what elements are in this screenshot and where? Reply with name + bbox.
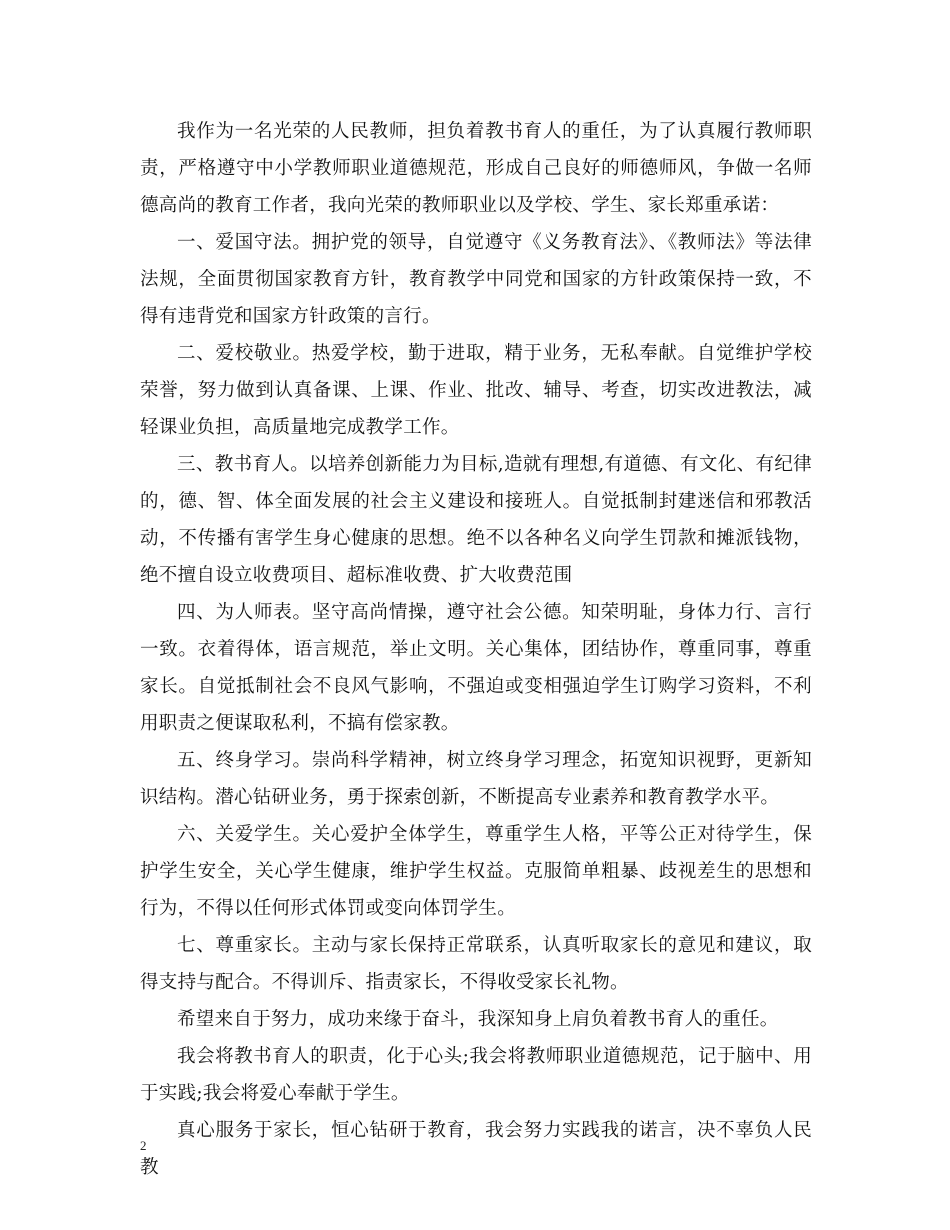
- paragraph-intro: 我作为一名光荣的人民教师，担负着教书育人的重任，为了认真履行教师职责，严格遵守中小学教师职业道德规范，形成自己良好的师德师风，争做一名师德高尚的教育工作者，我向光荣的教师职业以及学校、学生、家长郑重承诺：: [140, 121, 812, 216]
- paragraph-caring-students: 六、关爱学生。关心爱护全体学生，尊重学生人格，平等公正对待学生，保护学生安全，关心学生健康，维护学生权益。克服简单粗暴、歧视差生的思想和行为，不得以任何形式体罚或变向体罚学生。: [140, 824, 812, 919]
- paragraph-service: 真心服务于家长，恒心钻研于教育，我会努力实践我的诺言，决不辜负人民教: [140, 1120, 812, 1178]
- paragraph-respect-parents: 七、尊重家长。主动与家长保持正常联系，认真听取家长的意见和建议，取得支持与配合。不得训斥、指责家长，不得收受家长礼物。: [140, 935, 812, 993]
- document-body: [140, 113, 812, 1186]
- paragraph-teaching: 三、教书育人。以培养创新能力为目标,造就有理想,有道德、有文化、有纪律的，德、智、体全面发展的社会主义建设和接班人。自觉抵制封建迷信和邪教活动，不传播有害学生身心健康的思想。绝不以各种名义向学生罚款和摊派钱物，绝不擅自设立收费项目、超标准收费、扩大收费范围: [140, 454, 812, 586]
- paragraph-lifelong-learning: 五、终身学习。崇尚科学精神，树立终身学习理念，拓宽知识视野，更新知识结构。潜心钻研业务，勇于探索创新，不断提高专业素养和教育教学水平。: [140, 750, 812, 808]
- paragraph-role-model: 四、为人师表。坚守高尚情操，遵守社会公德。知荣明耻，身体力行、言行一致。衣着得体，语言规范，举止文明。关心集体，团结协作，尊重同事，尊重家长。自觉抵制社会不良风气影响，不强迫或变相强迫学生订购学习资料，不利用职责之便谋取私利，不搞有偿家教。: [140, 602, 812, 734]
- paragraph-hope: 希望来自于努力，成功来缘于奋斗，我深知身上肩负着教书育人的重任。: [177, 1009, 779, 1030]
- paragraph-patriotic: 一、爱国守法。拥护党的领导，自觉遵守《义务教育法》、《教师法》等法律法规，全面贯彻国家教育方针，教育教学中同党和国家的方针政策保持一致，不得有违背党和国家方针政策的言行。: [140, 232, 812, 327]
- paragraph-commitment: 我会将教书育人的职责，化于心头;我会将教师职业道德规范，记于脑中、用于实践;我会将爱心奉献于学生。: [140, 1046, 812, 1104]
- paragraph-dedication: 二、爱校敬业。热爱学校，勤于进取，精于业务，无私奉献。自觉维护学校荣誉，努力做到认真备课、上课、作业、批改、辅导、考查，切实改进教法，减轻课业负担，高质量地完成教学工作。: [140, 343, 812, 438]
- page-number: 2: [140, 1138, 147, 1153]
